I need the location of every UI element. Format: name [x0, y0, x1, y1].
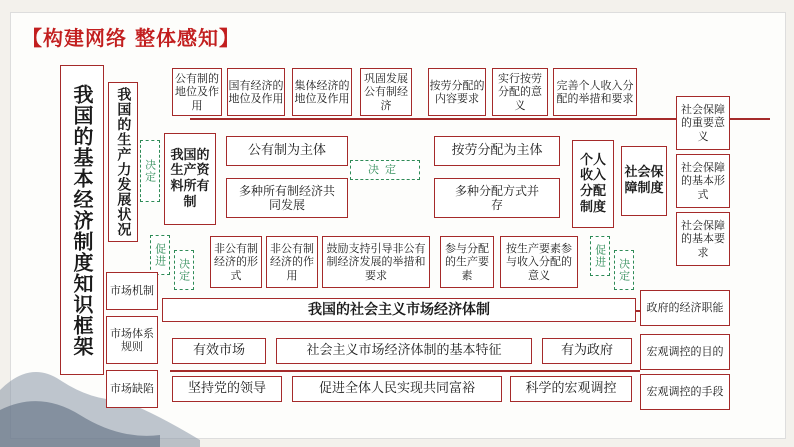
connector	[170, 370, 640, 372]
social-detail: 社会保障的重要意义	[676, 96, 730, 150]
multi-ownership-box: 多种所有制经济共同发展	[226, 178, 348, 218]
gov-right-item: 政府的经济职能	[640, 290, 730, 326]
row1-item: 有为政府	[542, 338, 632, 364]
section-title: 【构建网络 整体感知】	[22, 26, 240, 50]
social-security-box: 社会保障制度	[621, 146, 667, 216]
dist-detail: 实行按劳分配的意义	[492, 68, 548, 116]
decide-note-3: 决定	[350, 160, 420, 180]
labor-main-box: 按劳分配为主体	[434, 136, 560, 166]
ownership-detail: 巩固发展公有制经济	[360, 68, 412, 116]
promote-note-2: 促进	[590, 236, 610, 276]
main-topic: 我国的基本经济制度知识框架	[60, 65, 104, 375]
row2-item: 坚持党的领导	[172, 376, 282, 402]
row1-item: 社会主义市场经济体制的基本特征	[276, 338, 532, 364]
dist-detail: 按劳分配的内容要求	[428, 68, 486, 116]
row2-item: 促进全体人民实现共同富裕	[292, 376, 502, 402]
income-system-box: 个人收入分配制度	[572, 140, 614, 228]
ownership-detail: 集体经济的地位及作用	[292, 68, 352, 116]
decide-note-2: 决定	[174, 250, 194, 290]
market-left-item: 市场体系规则	[106, 316, 158, 364]
row2-item: 科学的宏观调控	[510, 376, 632, 402]
nonpublic-detail: 鼓励支持引导非公有制经济发展的举措和要求	[322, 236, 430, 288]
market-left-item: 市场缺陷	[106, 370, 158, 408]
market-economy-bar: 我国的社会主义市场经济体制	[162, 298, 636, 322]
nonpublic-detail: 非公有制经济的作用	[266, 236, 318, 288]
ownership-detail: 国有经济的地位及作用	[227, 68, 285, 116]
factor-detail: 按生产要素参与收入分配的意义	[500, 236, 578, 288]
public-main-box: 公有制为主体	[226, 136, 348, 166]
ownership-box: 我国的生产资料所有制	[164, 133, 216, 225]
gov-right-item: 宏观调控的目的	[640, 334, 730, 370]
social-detail: 社会保障的基本要求	[676, 212, 730, 266]
multi-dist-box: 多种分配方式并存	[434, 178, 560, 218]
factor-detail: 参与分配的生产要素	[440, 236, 494, 288]
social-detail: 社会保障的基本形式	[676, 154, 730, 208]
promote-note-1: 促进	[150, 235, 170, 275]
market-left-item: 市场机制	[106, 272, 158, 310]
ownership-detail: 公有制的地位及作用	[172, 68, 222, 116]
gov-right-item: 宏观调控的手段	[640, 374, 730, 410]
decide-note-4: 决定	[614, 250, 634, 290]
row1-item: 有效市场	[172, 338, 266, 364]
decide-note-1: 决定	[140, 140, 160, 202]
productivity-box: 我国的生产力发展状况	[108, 82, 138, 242]
nonpublic-detail: 非公有制经济的形式	[210, 236, 262, 288]
dist-detail: 完善个人收入分配的举措和要求	[553, 68, 637, 116]
